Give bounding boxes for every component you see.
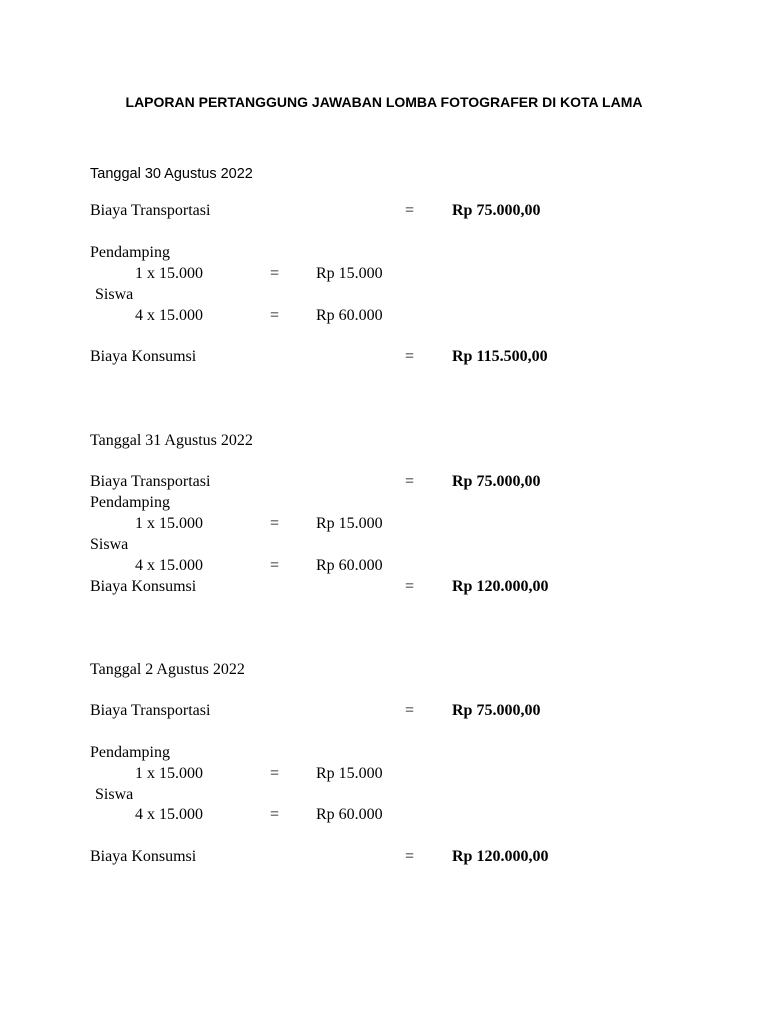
pendamping-calc: 1 x 15.000 [135, 765, 203, 782]
pendamping-value: Rp 15.000 [316, 515, 383, 532]
siswa-calc: 4 x 15.000 [135, 557, 203, 574]
pendamping-value: Rp 15.000 [316, 265, 383, 282]
konsumsi-label: Biaya Konsumsi [90, 348, 197, 365]
transport-label: Biaya Transportasi [90, 202, 211, 219]
siswa-value: Rp 60.000 [316, 806, 383, 823]
siswa-label: Siswa [95, 286, 134, 303]
konsumsi-equals: = [405, 848, 415, 865]
pendamping-equals: = [270, 765, 280, 782]
siswa-label: Siswa [95, 786, 134, 803]
pendamping-label: Pendamping [90, 744, 170, 761]
konsumsi-total: Rp 120.000,00 [452, 848, 549, 865]
pendamping-equals: = [270, 265, 280, 282]
document-title: LAPORAN PERTANGGUNG JAWABAN LOMBA FOTOGRAFER DI KOTA LAMA [125, 94, 643, 110]
siswa-equals: = [270, 557, 280, 574]
siswa-equals: = [270, 806, 280, 823]
section-date: Tanggal 2 Agustus 2022 [90, 661, 245, 678]
siswa-calc: 4 x 15.000 [135, 307, 203, 324]
pendamping-calc: 1 x 15.000 [135, 265, 203, 282]
pendamping-calc: 1 x 15.000 [135, 515, 203, 532]
transport-label: Biaya Transportasi [90, 702, 211, 719]
pendamping-label: Pendamping [90, 494, 170, 511]
konsumsi-total: Rp 120.000,00 [452, 578, 549, 595]
siswa-value: Rp 60.000 [316, 307, 383, 324]
transport-equals: = [405, 473, 415, 490]
pendamping-value: Rp 15.000 [316, 765, 383, 782]
transport-total: Rp 75.000,00 [452, 202, 541, 219]
konsumsi-equals: = [405, 578, 415, 595]
transport-total: Rp 75.000,00 [452, 473, 541, 490]
konsumsi-label: Biaya Konsumsi [90, 848, 197, 865]
transport-total: Rp 75.000,00 [452, 702, 541, 719]
transport-equals: = [405, 202, 415, 219]
section-date: Tanggal 30 Agustus 2022 [90, 166, 253, 182]
siswa-value: Rp 60.000 [316, 557, 383, 574]
siswa-calc: 4 x 15.000 [135, 806, 203, 823]
siswa-equals: = [270, 307, 280, 324]
section-date: Tanggal 31 Agustus 2022 [90, 432, 253, 449]
transport-equals: = [405, 702, 415, 719]
pendamping-equals: = [270, 515, 280, 532]
konsumsi-label: Biaya Konsumsi [90, 578, 197, 595]
konsumsi-total: Rp 115.500,00 [452, 348, 548, 365]
siswa-label: Siswa [90, 536, 129, 553]
pendamping-label: Pendamping [90, 244, 170, 261]
transport-label: Biaya Transportasi [90, 473, 211, 490]
konsumsi-equals: = [405, 348, 415, 365]
